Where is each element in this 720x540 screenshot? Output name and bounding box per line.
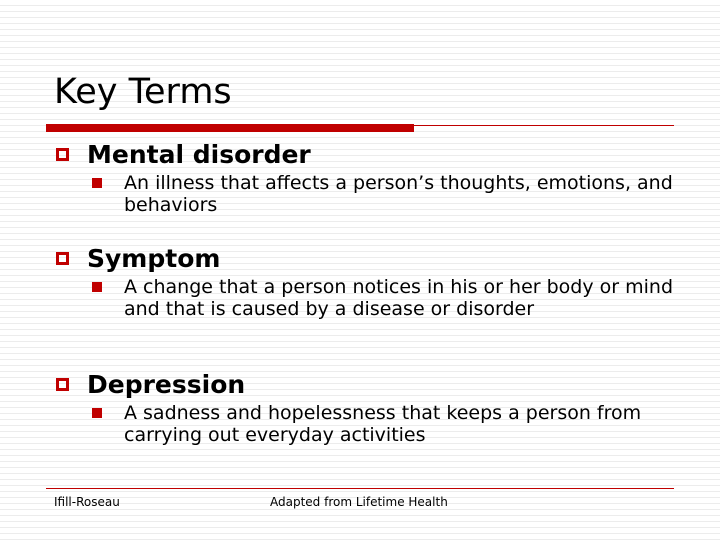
hollow-square-bullet-icon: [56, 148, 69, 161]
definition-text: A sadness and hopelessness that keeps a person from carrying out everyday activities: [124, 402, 642, 446]
title-underline-thick: [46, 124, 414, 132]
solid-square-bullet-icon: [92, 178, 102, 188]
footer-divider: [46, 488, 674, 489]
definition-mental-disorder: [92, 172, 692, 216]
footer-source: Adapted from Lifetime Health: [270, 495, 448, 509]
definition-depression: [92, 402, 692, 446]
term-mental-disorder: [56, 140, 311, 169]
term-label: Depression: [87, 370, 246, 399]
definition-text: A change that a person notices in his or her body or mind and that is caused by a disease or disorder: [124, 276, 674, 320]
hollow-square-bullet-icon: [56, 378, 69, 391]
term-label: Mental disorder: [87, 140, 311, 169]
footer-author: Ifill-Roseau: [54, 495, 120, 509]
definition-symptom: [92, 276, 692, 320]
term-label: Symptom: [87, 244, 221, 273]
solid-square-bullet-icon: [92, 408, 102, 418]
hollow-square-bullet-icon: [56, 252, 69, 265]
term-symptom: [56, 244, 220, 273]
definition-text: An illness that affects a person’s thoughts, emotions, and behaviors: [124, 172, 673, 216]
term-depression: [56, 370, 245, 399]
solid-square-bullet-icon: [92, 282, 102, 292]
title-underline-thin: [414, 125, 674, 126]
slide-title: Key Terms: [54, 72, 232, 112]
